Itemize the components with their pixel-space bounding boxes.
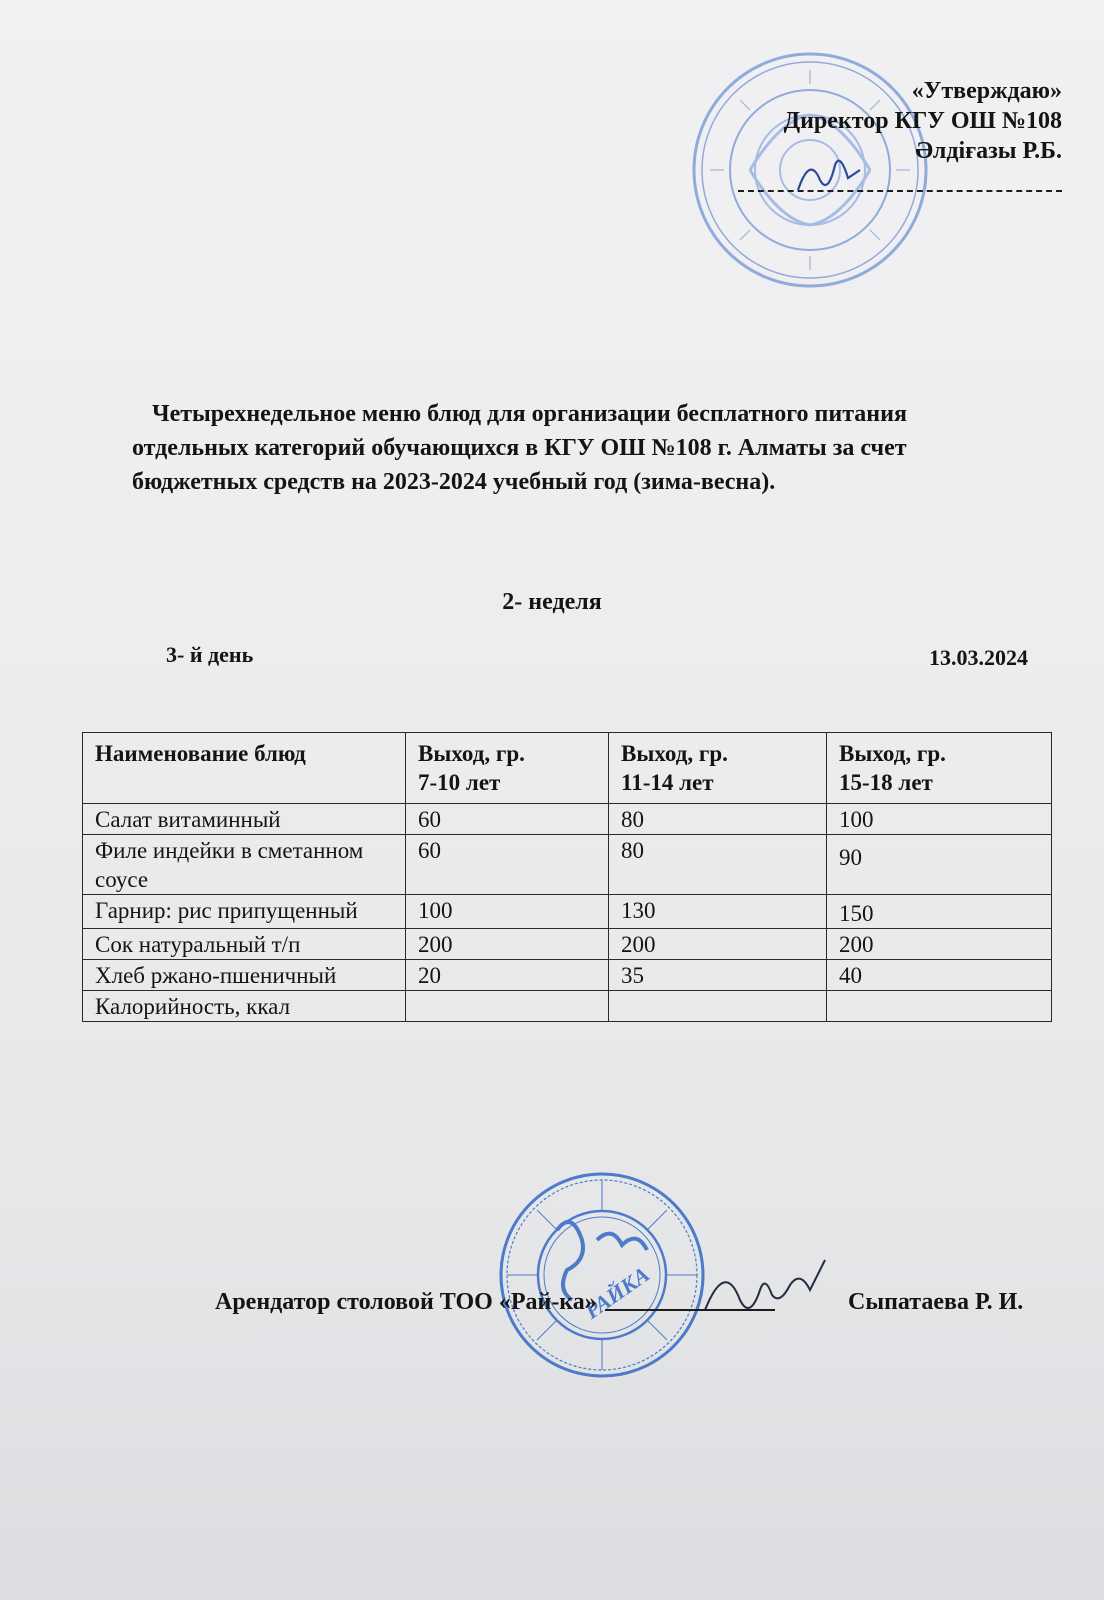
director-position: Директор КГУ ОШ №108 (783, 108, 1062, 134)
yield-7-10: 20 (406, 960, 609, 991)
svg-text:РАЙКА: РАЙКА (579, 1261, 654, 1324)
dish-name: Филе индейки в сметанном соусе (83, 835, 406, 895)
menu-date: 13.03.2024 (929, 645, 1028, 670)
dish-name: Салат витаминный (83, 804, 406, 835)
table-row (83, 835, 1052, 895)
yield-11-14 (609, 991, 827, 1022)
footer-signature-line (605, 1309, 775, 1311)
director-signature (790, 150, 900, 200)
footer-tenant (215, 1289, 775, 1316)
yield-15-18: 40 (827, 960, 1052, 991)
yield-7-10: 200 (406, 929, 609, 960)
table-row (83, 960, 1052, 991)
yield-11-14: 80 (609, 835, 827, 895)
menu-table (82, 732, 1052, 1022)
yield-7-10 (406, 991, 609, 1022)
tenant-name: Сыпатаева Р. И. (848, 1289, 1024, 1315)
header-yield-7-10: Выход, гр. 7-10 лет (406, 733, 609, 804)
title-line-2: отдельных категорий обучающихся в КГУ ОШ №108 г. Алматы за счет (132, 435, 907, 461)
yield-11-14: 130 (609, 895, 827, 929)
yield-15-18: 150 (827, 895, 1052, 929)
header-yield-11-14: Выход, гр. 11-14 лет (609, 733, 827, 804)
week-label: 2- неделя (502, 589, 602, 615)
yield-7-10: 60 (406, 804, 609, 835)
table-header-row (83, 733, 1052, 804)
title-line-1: Четырехнедельное меню блюд для организации бесплатного питания (152, 401, 907, 427)
header-dish-name: Наименование блюд (83, 733, 406, 804)
yield-11-14: 35 (609, 960, 827, 991)
table-row (83, 804, 1052, 835)
document-title (132, 397, 1052, 499)
dish-name: Хлеб ржано-пшеничный (83, 960, 406, 991)
header-yield-15-18: Выход, гр. 15-18 лет (827, 733, 1052, 804)
director-name: Әлдіғазы Р.Б. (915, 138, 1062, 164)
table-row (83, 991, 1052, 1022)
yield-15-18: 200 (827, 929, 1052, 960)
yield-11-14: 80 (609, 804, 827, 835)
yield-15-18: 100 (827, 804, 1052, 835)
yield-15-18 (827, 991, 1052, 1022)
table-row (83, 895, 1052, 929)
title-line-3: бюджетных средств на 2023-2024 учебный год (зима-весна). (132, 469, 776, 495)
dish-name: Калорийность, ккал (83, 991, 406, 1022)
signature-line (738, 166, 1062, 192)
yield-11-14: 200 (609, 929, 827, 960)
yield-7-10: 60 (406, 835, 609, 895)
yield-7-10: 100 (406, 895, 609, 929)
yield-15-18: 90 (827, 835, 1052, 895)
dish-name: Гарнир: рис припущенный (83, 895, 406, 929)
company-seal-stamp (497, 1170, 707, 1380)
dish-name: Сок натуральный т/п (83, 929, 406, 960)
day-label: 3- й день (166, 642, 254, 667)
table-row (83, 929, 1052, 960)
approve-heading: «Утверждаю» (911, 78, 1062, 104)
tenant-label: Арендатор столовой ТОО «Рай-ка» (215, 1289, 597, 1315)
